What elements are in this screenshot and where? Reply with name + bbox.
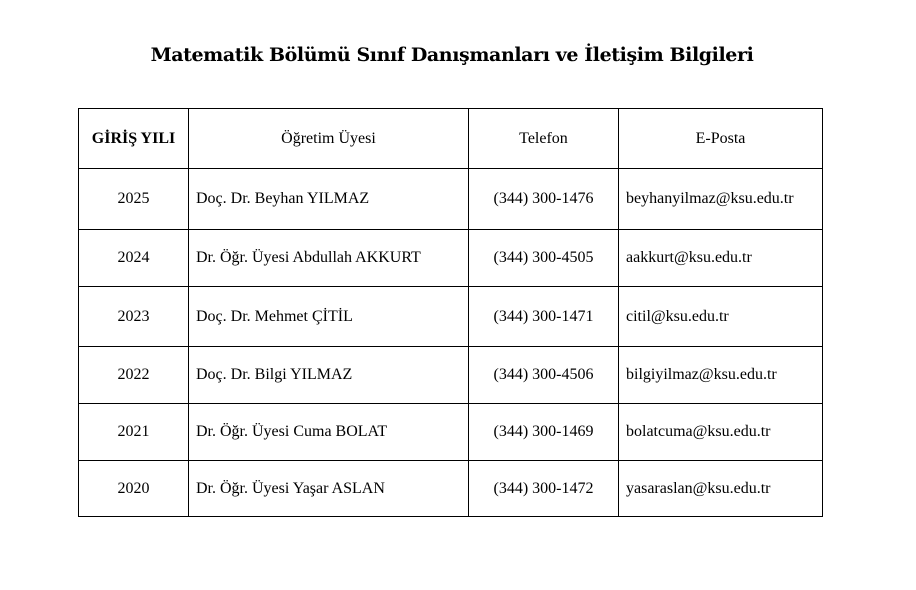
cell-email: aakkurt@ksu.edu.tr [619,230,823,287]
table-row [79,347,823,404]
cell-phone: (344) 300-1472 [469,461,619,517]
cell-year: 2025 [79,169,189,230]
header-year: GİRİŞ YILI [79,109,189,169]
cell-advisor: Doç. Dr. Beyhan YILMAZ [189,169,469,230]
header-phone: Telefon [469,109,619,169]
cell-email: bolatcuma@ksu.edu.tr [619,404,823,461]
table-row [79,404,823,461]
table-header-row [79,109,823,169]
advisors-table [78,108,823,517]
cell-advisor: Doç. Dr. Mehmet ÇİTİL [189,287,469,347]
cell-advisor: Dr. Öğr. Üyesi Yaşar ASLAN [189,461,469,517]
cell-advisor: Dr. Öğr. Üyesi Cuma BOLAT [189,404,469,461]
cell-year: 2021 [79,404,189,461]
cell-year: 2024 [79,230,189,287]
cell-phone: (344) 300-4506 [469,347,619,404]
header-advisor: Öğretim Üyesi [189,109,469,169]
cell-year: 2022 [79,347,189,404]
cell-email: yasaraslan@ksu.edu.tr [619,461,823,517]
page-title: Matematik Bölümü Sınıf Danışmanları ve İletişim Bilgileri [150,44,754,66]
cell-email: bilgiyilmaz@ksu.edu.tr [619,347,823,404]
table-row [79,230,823,287]
cell-advisor: Doç. Dr. Bilgi YILMAZ [189,347,469,404]
table-row [79,461,823,517]
cell-phone: (344) 300-1471 [469,287,619,347]
cell-email: citil@ksu.edu.tr [619,287,823,347]
table-row [79,287,823,347]
cell-email: beyhanyilmaz@ksu.edu.tr [619,169,823,230]
cell-phone: (344) 300-1469 [469,404,619,461]
table-row [79,169,823,230]
cell-year: 2020 [79,461,189,517]
cell-advisor: Dr. Öğr. Üyesi Abdullah AKKURT [189,230,469,287]
cell-phone: (344) 300-1476 [469,169,619,230]
cell-phone: (344) 300-4505 [469,230,619,287]
header-email: E-Posta [619,109,823,169]
cell-year: 2023 [79,287,189,347]
